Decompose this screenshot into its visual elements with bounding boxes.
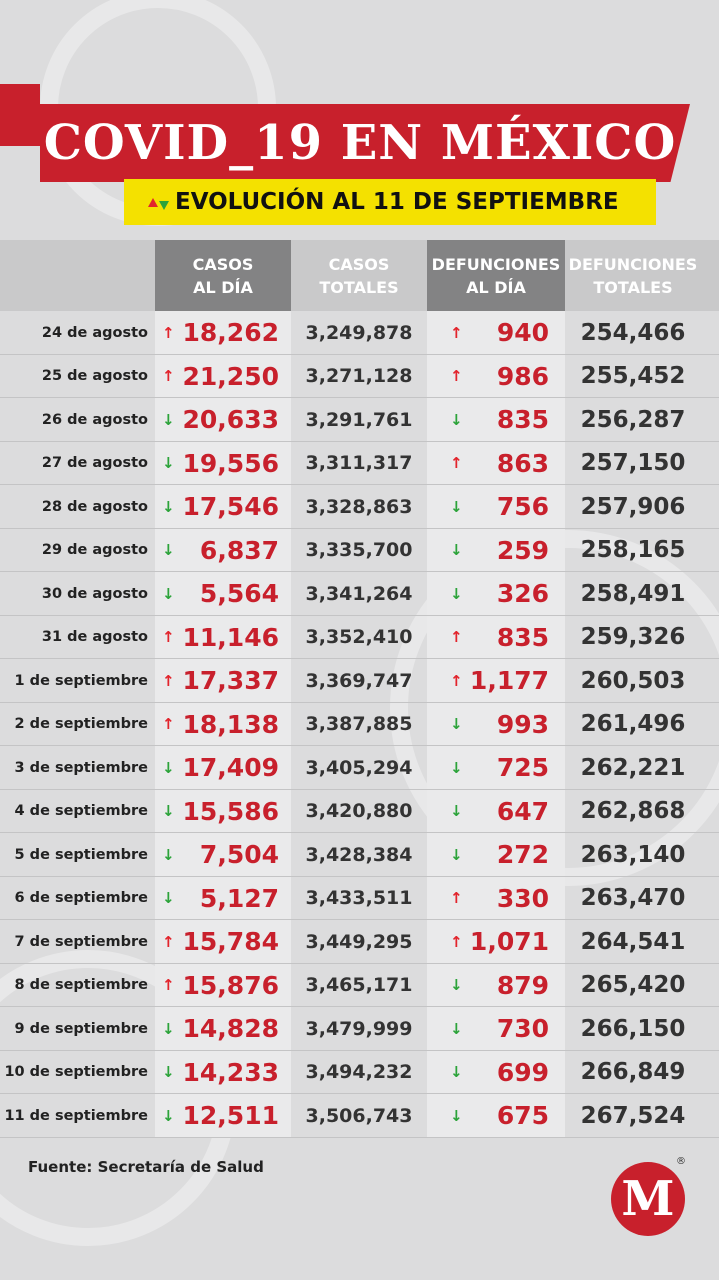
- defunciones-al-dia: 863: [496, 448, 549, 478]
- row-date: 5 de septiembre: [14, 846, 148, 863]
- header-casos-dia: CASOS AL DÍA: [155, 240, 291, 311]
- casos-trend-down-icon: ↓: [162, 1106, 175, 1125]
- casos-trend-down-icon: ↓: [162, 454, 175, 472]
- casos-totales: 3,420,880: [305, 800, 413, 822]
- casos-trend-up-icon: ↑: [162, 323, 175, 342]
- table-row: [0, 398, 719, 442]
- casos-totales: 3,506,743: [305, 1104, 413, 1127]
- casos-trend-up-icon: ↑: [162, 671, 175, 690]
- defunciones-totales: 262,868: [580, 798, 686, 824]
- defunciones-trend-down-icon: ↓: [450, 410, 463, 429]
- table-row: [0, 790, 719, 834]
- defunciones-al-dia: 835: [496, 622, 549, 652]
- table-row: [0, 616, 719, 660]
- defunciones-al-dia: 725: [496, 753, 549, 782]
- defunciones-trend-up-icon: ↑: [450, 671, 463, 690]
- casos-totales: 3,387,885: [305, 713, 413, 735]
- row-date: 25 de agosto: [41, 368, 148, 384]
- defunciones-trend-down-icon: ↓: [450, 802, 463, 820]
- table-row: [0, 1051, 719, 1095]
- table-row: [0, 442, 719, 486]
- casos-totales: 3,291,761: [305, 408, 413, 431]
- row-date: 1 de septiembre: [14, 672, 148, 689]
- table-row: [0, 703, 719, 747]
- defunciones-al-dia: 272: [496, 840, 549, 869]
- defunciones-al-dia: 940: [496, 318, 549, 347]
- row-date: 6 de septiembre: [14, 890, 148, 906]
- row-date: 30 de agosto: [41, 585, 148, 602]
- row-date: 3 de septiembre: [14, 759, 148, 776]
- table-row: [0, 529, 719, 573]
- defunciones-totales: 266,849: [580, 1059, 686, 1085]
- defunciones-totales: 257,906: [580, 493, 686, 520]
- casos-trend-down-icon: ↓: [162, 1063, 175, 1081]
- table-row: [0, 1007, 719, 1051]
- defunciones-trend-down-icon: ↓: [450, 976, 463, 994]
- table-row: [0, 1094, 719, 1138]
- casos-totales: 3,494,232: [305, 1061, 413, 1083]
- casos-al-dia: 5,127: [199, 883, 279, 913]
- source-footnote: Fuente: Secretaría de Salud: [28, 1158, 264, 1176]
- casos-trend-up-icon: ↑: [162, 976, 175, 994]
- casos-trend-down-icon: ↓: [162, 541, 175, 559]
- casos-al-dia: 12,511: [182, 1101, 279, 1130]
- casos-trend-down-icon: ↓: [162, 1019, 175, 1038]
- casos-al-dia: 21,250: [182, 361, 279, 391]
- row-date: 27 de agosto: [41, 455, 148, 471]
- casos-al-dia: 11,146: [182, 622, 279, 652]
- row-date: 28 de agosto: [41, 498, 148, 515]
- casos-trend-down-icon: ↓: [162, 497, 175, 516]
- row-date: 9 de septiembre: [14, 1020, 148, 1037]
- defunciones-al-dia: 993: [496, 709, 549, 739]
- milenio-logo: M: [611, 1162, 685, 1236]
- data-table: [0, 240, 719, 1138]
- defunciones-al-dia: 647: [496, 796, 549, 826]
- table-row: [0, 659, 719, 703]
- defunciones-al-dia: 756: [496, 492, 549, 521]
- casos-totales: 3,465,171: [305, 974, 413, 996]
- defunciones-totales: 261,496: [580, 711, 686, 737]
- casos-totales: 3,428,384: [305, 843, 413, 866]
- casos-totales: 3,479,999: [305, 1017, 413, 1040]
- casos-al-dia: 20,633: [182, 405, 279, 434]
- casos-al-dia: 7,504: [199, 840, 279, 869]
- casos-al-dia: 14,828: [182, 1014, 279, 1043]
- casos-trend-up-icon: ↑: [162, 715, 175, 733]
- defunciones-trend-up-icon: ↑: [450, 889, 463, 907]
- casos-trend-down-icon: ↓: [162, 410, 175, 429]
- casos-al-dia: 14,233: [182, 1057, 279, 1087]
- casos-trend-down-icon: ↓: [162, 758, 175, 777]
- defunciones-trend-up-icon: ↑: [450, 367, 463, 385]
- defunciones-al-dia: 986: [496, 361, 549, 391]
- casos-al-dia: 19,556: [182, 448, 279, 478]
- defunciones-trend-down-icon: ↓: [450, 497, 463, 516]
- casos-al-dia: 18,262: [182, 318, 279, 347]
- defunciones-totales: 267,524: [580, 1102, 686, 1129]
- casos-al-dia: 17,409: [182, 753, 279, 782]
- casos-totales: 3,328,863: [305, 495, 413, 518]
- defunciones-al-dia: 730: [496, 1014, 549, 1043]
- defunciones-totales: 265,420: [580, 972, 686, 998]
- table-row: [0, 485, 719, 529]
- casos-trend-down-icon: ↓: [162, 802, 175, 820]
- defunciones-trend-down-icon: ↓: [450, 1019, 463, 1038]
- table-row: [0, 572, 719, 616]
- casos-trend-down-icon: ↓: [162, 845, 175, 864]
- defunciones-trend-down-icon: ↓: [450, 1063, 463, 1081]
- page-title: COVID_19 EN MÉXICO: [43, 115, 677, 171]
- table-body: [0, 311, 719, 1138]
- row-date: 29 de agosto: [41, 542, 148, 558]
- row-date: 24 de agosto: [41, 324, 148, 341]
- casos-totales: 3,335,700: [305, 539, 413, 561]
- table-row: [0, 920, 719, 964]
- casos-totales: 3,311,317: [305, 452, 413, 474]
- table-row: [0, 964, 719, 1008]
- defunciones-al-dia: 1,177: [469, 666, 549, 695]
- casos-trend-up-icon: ↑: [162, 367, 175, 385]
- defunciones-totales: 259,326: [580, 624, 686, 650]
- casos-trend-down-icon: ↓: [162, 584, 175, 603]
- defunciones-trend-down-icon: ↓: [450, 1106, 463, 1125]
- casos-totales: 3,433,511: [305, 887, 413, 909]
- defunciones-trend-down-icon: ↓: [450, 715, 463, 733]
- defunciones-totales: 260,503: [580, 667, 686, 694]
- registered-mark-icon: ®: [676, 1156, 686, 1167]
- casos-trend-up-icon: ↑: [162, 932, 175, 951]
- casos-al-dia: 15,586: [182, 796, 279, 826]
- casos-totales: 3,369,747: [305, 669, 413, 692]
- defunciones-al-dia: 259: [496, 535, 549, 565]
- defunciones-totales: 263,470: [580, 885, 686, 911]
- casos-trend-down-icon: ↓: [162, 889, 175, 907]
- defunciones-totales: 255,452: [580, 363, 686, 389]
- casos-trend-up-icon: ↑: [162, 628, 175, 646]
- defunciones-totales: 258,491: [580, 580, 686, 607]
- defunciones-trend-down-icon: ↓: [450, 541, 463, 559]
- subtitle-banner: [124, 179, 656, 225]
- row-date: 11 de septiembre: [4, 1107, 148, 1124]
- defunciones-al-dia: 835: [496, 405, 549, 434]
- defunciones-trend-down-icon: ↓: [450, 845, 463, 864]
- casos-al-dia: 6,837: [199, 535, 279, 565]
- defunciones-totales: 256,287: [580, 406, 686, 433]
- defunciones-totales: 258,165: [580, 537, 686, 563]
- table-row: [0, 833, 719, 877]
- header-defunciones-dia: DEFUNCIONES AL DÍA: [427, 240, 565, 311]
- defunciones-al-dia: 330: [496, 883, 549, 913]
- table-header: [0, 240, 719, 311]
- defunciones-totales: 263,140: [580, 841, 686, 868]
- defunciones-trend-up-icon: ↑: [450, 323, 463, 342]
- defunciones-totales: 254,466: [580, 319, 686, 346]
- defunciones-totales: 266,150: [580, 1015, 686, 1042]
- casos-al-dia: 15,784: [182, 927, 279, 956]
- header-casos-totales: CASOS TOTALES: [319, 254, 399, 297]
- defunciones-totales: 257,150: [580, 450, 686, 476]
- defunciones-trend-down-icon: ↓: [450, 584, 463, 603]
- table-row: [0, 877, 719, 921]
- row-date: 26 de agosto: [41, 411, 148, 428]
- casos-totales: 3,271,128: [305, 365, 413, 387]
- defunciones-trend-up-icon: ↑: [450, 932, 463, 951]
- row-date: 4 de septiembre: [14, 803, 148, 819]
- defunciones-trend-up-icon: ↑: [450, 628, 463, 646]
- casos-totales: 3,405,294: [305, 756, 413, 779]
- casos-totales: 3,449,295: [305, 930, 413, 953]
- table-row: [0, 355, 719, 399]
- defunciones-trend-up-icon: ↑: [450, 454, 463, 472]
- casos-al-dia: 17,337: [182, 666, 279, 695]
- header-defunciones-totales: DEFUNCIONES TOTALES: [568, 254, 698, 297]
- row-date: 7 de septiembre: [14, 933, 148, 950]
- defunciones-al-dia: 326: [496, 579, 549, 608]
- subtitle: EVOLUCIÓN AL 11 DE SEPTIEMBRE: [175, 189, 619, 215]
- title-tab-decoration: [0, 84, 40, 146]
- defunciones-totales: 262,221: [580, 754, 686, 781]
- casos-totales: 3,352,410: [305, 626, 413, 648]
- row-date: 10 de septiembre: [4, 1064, 148, 1080]
- table-row: [0, 311, 719, 355]
- defunciones-trend-down-icon: ↓: [450, 758, 463, 777]
- defunciones-al-dia: 879: [496, 970, 549, 1000]
- defunciones-al-dia: 1,071: [469, 927, 549, 956]
- row-date: 31 de agosto: [41, 629, 148, 645]
- casos-al-dia: 18,138: [182, 709, 279, 739]
- row-date: 8 de septiembre: [14, 977, 148, 993]
- row-date: 2 de septiembre: [14, 716, 148, 732]
- trend-arrows-icon: [148, 195, 169, 210]
- casos-al-dia: 15,876: [182, 970, 279, 1000]
- defunciones-al-dia: 699: [496, 1057, 549, 1087]
- casos-totales: 3,341,264: [305, 582, 413, 605]
- casos-totales: 3,249,878: [305, 321, 413, 344]
- defunciones-totales: 264,541: [580, 928, 686, 955]
- defunciones-al-dia: 675: [496, 1101, 549, 1130]
- table-row: [0, 746, 719, 790]
- casos-al-dia: 5,564: [199, 579, 279, 608]
- casos-al-dia: 17,546: [182, 492, 279, 521]
